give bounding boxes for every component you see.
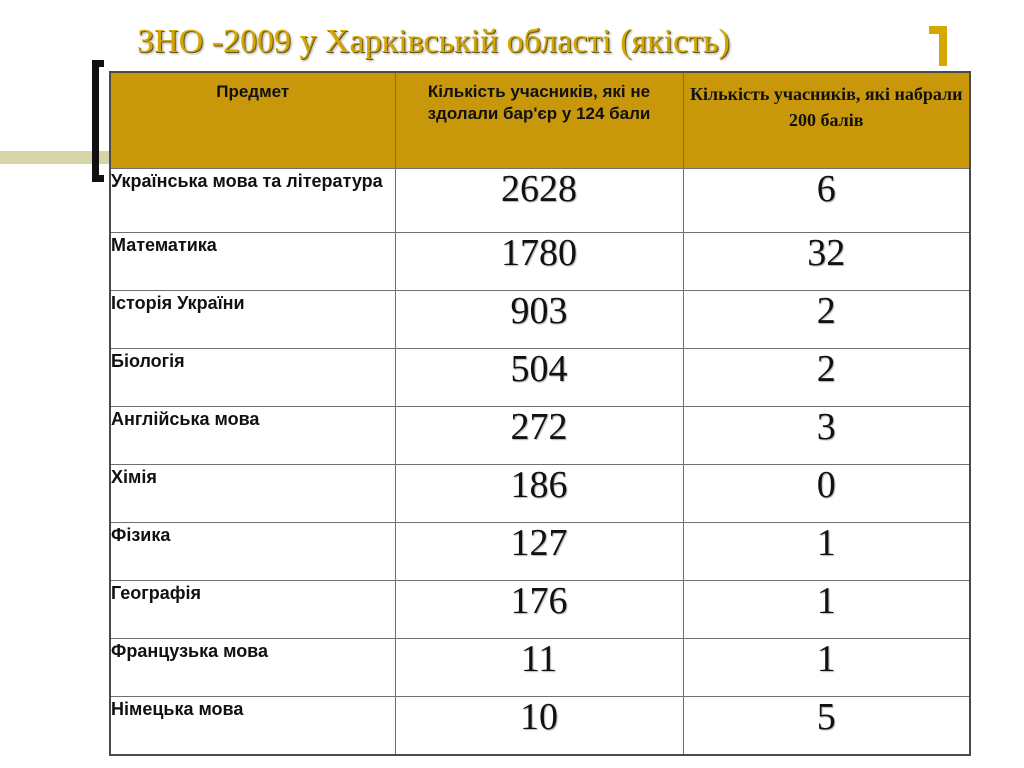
slide-title: ЗНО -2009 у Харківській області (якість) [137, 23, 730, 60]
header-top-score [683, 72, 970, 169]
failed-count-cell: 127 [395, 523, 683, 581]
table-row [110, 407, 970, 465]
subject-cell: Французька мова [110, 639, 395, 697]
failed-count-cell: 176 [395, 581, 683, 639]
table-row [110, 349, 970, 407]
results-table [109, 71, 971, 756]
top-score-count-cell: 32 [683, 233, 970, 291]
table-row [110, 523, 970, 581]
subject-cell: Біологія [110, 349, 395, 407]
failed-count-cell: 186 [395, 465, 683, 523]
failed-count-cell: 1780 [395, 233, 683, 291]
top-score-count-cell: 5 [683, 697, 970, 756]
header-subject [110, 72, 395, 169]
subject-cell: Географія [110, 581, 395, 639]
header-subject-label: Предмет [216, 82, 290, 101]
subject-cell: Фізика [110, 523, 395, 581]
subject-cell: Англійська мова [110, 407, 395, 465]
subject-cell: Математика [110, 233, 395, 291]
top-score-count-cell: 1 [683, 523, 970, 581]
header-failed [395, 72, 683, 169]
subject-cell: Хімія [110, 465, 395, 523]
header-top-score-label [684, 73, 970, 133]
subject-cell: Українська мова та література [110, 169, 395, 233]
table-row [110, 581, 970, 639]
left-bracket-decoration [92, 60, 104, 182]
failed-count-cell: 11 [395, 639, 683, 697]
top-score-count-cell: 2 [683, 349, 970, 407]
header-top-score-line1: Кількість учасників, які набрали [690, 84, 963, 104]
table-row [110, 233, 970, 291]
table-row [110, 465, 970, 523]
table-row [110, 169, 970, 233]
failed-count-cell: 504 [395, 349, 683, 407]
failed-count-cell: 903 [395, 291, 683, 349]
right-bracket-decoration [929, 26, 947, 66]
failed-count-cell: 10 [395, 697, 683, 756]
table-header-row [110, 72, 970, 169]
top-score-count-cell: 3 [683, 407, 970, 465]
top-score-count-cell: 0 [683, 465, 970, 523]
table-row [110, 639, 970, 697]
top-score-count-cell: 6 [683, 169, 970, 233]
failed-count-cell: 2628 [395, 169, 683, 233]
top-score-count-cell: 1 [683, 639, 970, 697]
header-top-score-line2: 200 балів [789, 110, 864, 130]
subject-cell: Німецька мова [110, 697, 395, 756]
table-row [110, 697, 970, 756]
top-score-count-cell: 1 [683, 581, 970, 639]
subject-cell: Історія України [110, 291, 395, 349]
header-failed-label: Кількість учасників, які не здолали бар'єр у 124 бали [427, 82, 651, 123]
top-score-count-cell: 2 [683, 291, 970, 349]
failed-count-cell: 272 [395, 407, 683, 465]
table-row [110, 291, 970, 349]
